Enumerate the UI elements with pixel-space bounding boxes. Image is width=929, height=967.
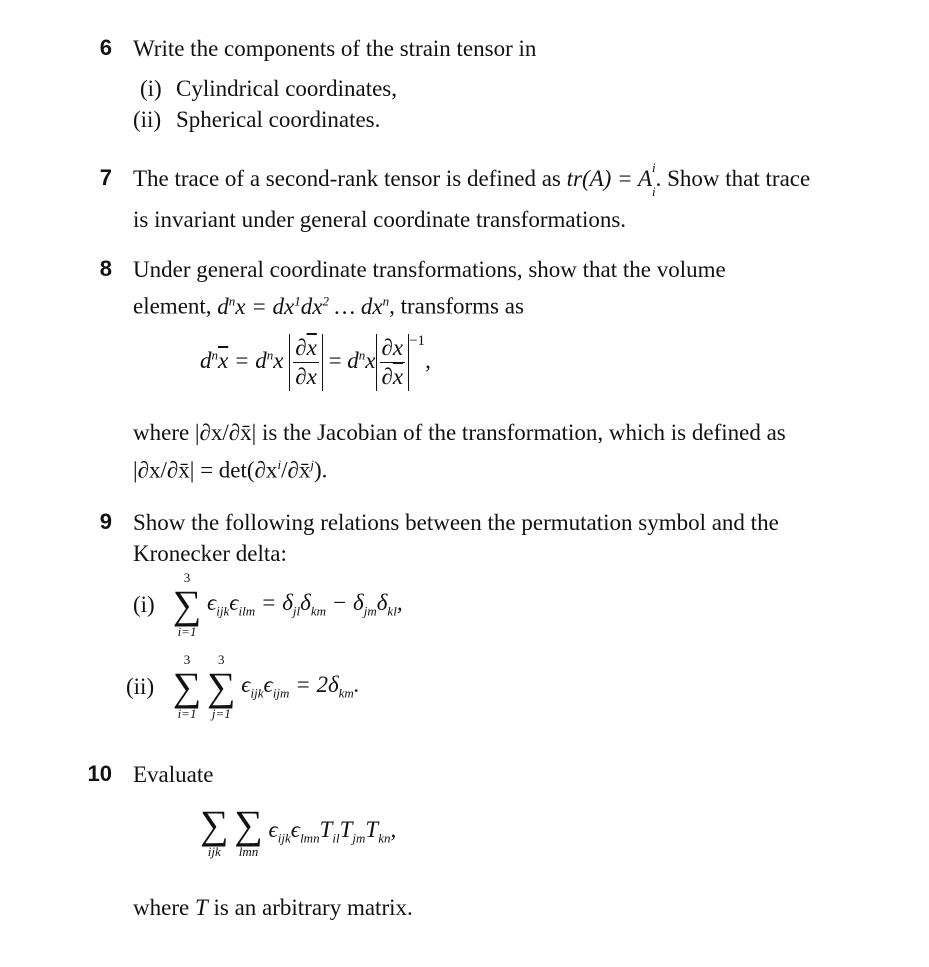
list-item-text: Cylindrical coordinates,	[176, 76, 397, 101]
item-label: (i)	[140, 76, 162, 101]
list-item-text: Spherical coordinates.	[176, 107, 381, 132]
problem-text: Kronecker delta:	[133, 541, 287, 566]
relation-i: (i) 3 ∑ i=1 $\epsilon_{ijk}\epsilon_{ilm} = \delta_{jl}\delta_{km} - \delta_{jm}\delta_{kl}$,	[133, 570, 403, 639]
problem-text: element, $d^nx = dx^1dx^2$ … $dx^n$, transforms as	[133, 293, 524, 319]
problem-text: Write the components of the strain tensor in	[133, 36, 537, 61]
problem-text: The trace of a second-rank tensor is defined as tr(A) = A i $_i$. Show that trace is invariant under general coordinate transformations.	[133, 160, 811, 232]
volume-element-expr: $d^nx = dx^1dx^2$ … $dx^n$	[217, 293, 390, 319]
problem-number: 9	[99, 509, 112, 534]
problem-text: Evaluate	[133, 762, 214, 787]
trace-expression: tr(A) = A i $_i$	[566, 160, 656, 199]
relation-ii: (ii) 3 ∑ i=1 3 ∑ j=1 $\epsilon_{ijk}\epsilon_{ijm} = 2\delta_{km}$.	[126, 652, 360, 721]
problem-number: 10	[87, 761, 112, 786]
problem-text: Show the following relations between the permutation symbol and the	[133, 510, 779, 535]
list-item	[133, 104, 161, 136]
problem-text: Under general coordinate transformations, show that the volume	[133, 257, 726, 282]
problem-number: 7	[99, 165, 112, 190]
item-label: (ii)	[133, 107, 162, 132]
problem-text: where |∂x/∂x̄| is the Jacobian of the transformation, which is defined as	[133, 420, 786, 445]
problem-number: 8	[99, 256, 112, 281]
problem-number: 6	[99, 35, 112, 60]
list-item	[140, 73, 162, 105]
evaluate-expression: ∑ ijk ∑ lmn $\epsilon_{ijk}\epsilon_{lmn}T_{il}T_{jm}T_{kn}$,	[200, 802, 397, 859]
jacobian-equation: $d^n\overline{x} = d^nx$ $\frac{\partial\overline{x}}{\partial x}$ = $d^nx$ $\frac{\partial x}{\partial\overline{x}}$ $^{-1}$,	[200, 333, 431, 389]
problem-text: where T is an arbitrary matrix.	[133, 895, 413, 920]
problem-text: |∂x/∂x̄| = $\det(\partial x^i/\partial x̄^j)$.	[133, 457, 328, 483]
